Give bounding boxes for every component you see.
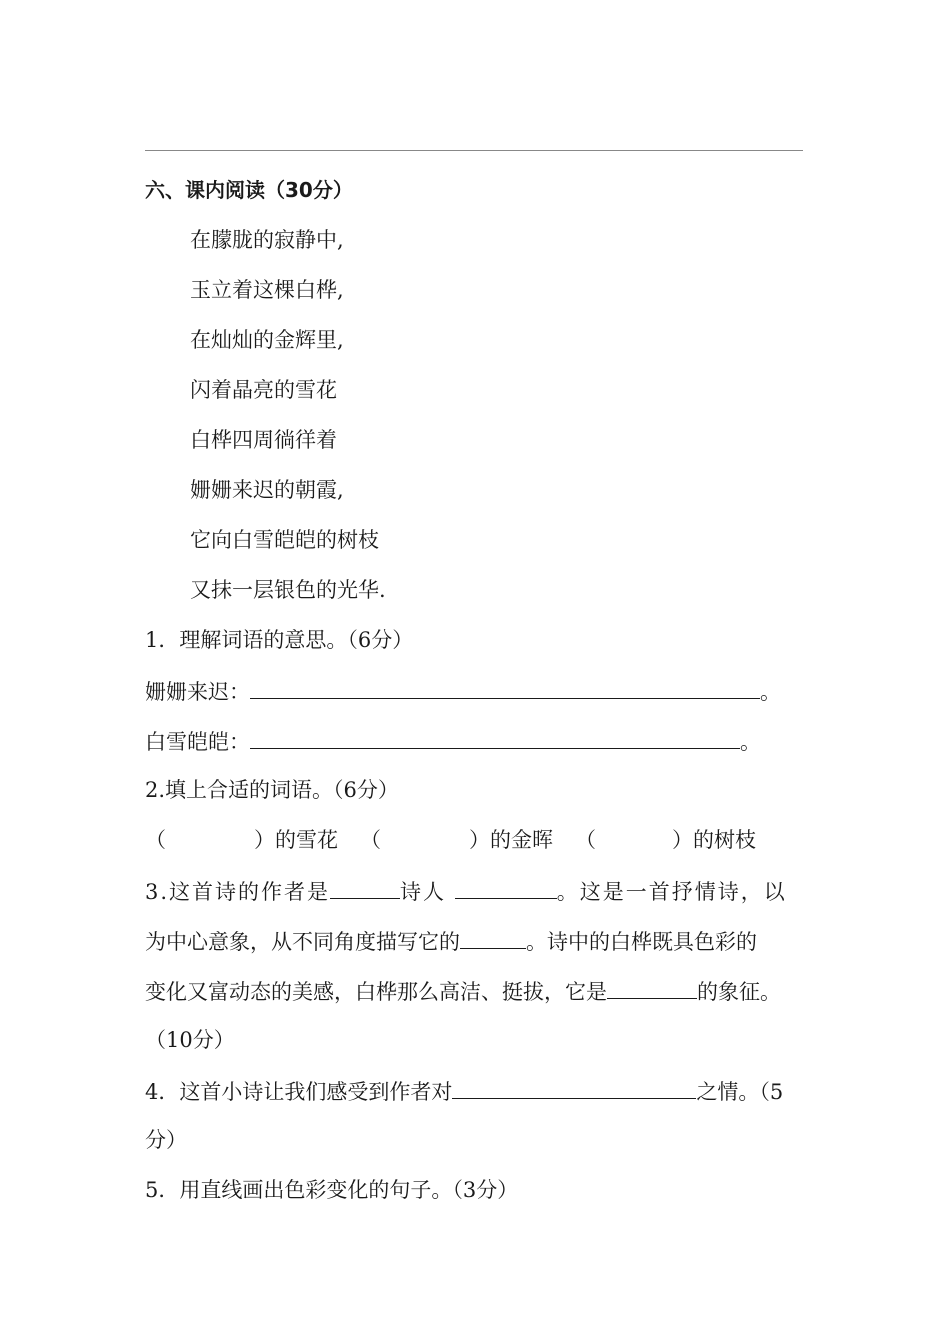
header-rule — [145, 150, 803, 151]
answer-blank-3b[interactable] — [455, 876, 557, 899]
question-4-line-2: 分） — [145, 1128, 187, 1152]
left-paren: （ — [360, 828, 381, 852]
section-title: 六、课内阅读（30分） — [145, 178, 353, 202]
left-paren: （ — [145, 828, 166, 852]
q3-text-3: 。这是一首抒情诗，以 — [556, 880, 787, 904]
q3-text-4: 为中心意象，从不同角度描写它的 — [145, 930, 460, 954]
question-3-line-3 — [145, 976, 781, 1006]
question-4-line-1 — [145, 1076, 783, 1106]
answer-blank-4[interactable] — [452, 1076, 696, 1099]
answer-blank-1b[interactable] — [250, 726, 740, 749]
question-3-score: （10分） — [145, 1028, 235, 1052]
question-1-b — [145, 726, 761, 756]
q3-text-1: 3.这首诗的作者是 — [145, 880, 331, 904]
period: 。 — [760, 680, 781, 704]
poem-line-5: 白桦四周徜徉着 — [190, 428, 337, 452]
item-text: 的雪花 — [275, 828, 338, 852]
poem-line-3: 在灿灿的金辉里, — [190, 328, 344, 352]
answer-blank-3d[interactable] — [607, 976, 697, 999]
q3-text-5: 。诗中的白桦既具色彩的 — [526, 930, 757, 954]
question-2-items — [145, 826, 756, 854]
poem-line-6: 姗姗来迟的朝霞, — [190, 478, 344, 502]
question-1-a — [145, 676, 781, 706]
period: 。 — [740, 730, 761, 754]
item-text: 的树枝 — [693, 828, 756, 852]
left-paren: （ — [575, 828, 596, 852]
q3-text-7: 的象征。 — [697, 980, 781, 1004]
poem-line-2: 玉立着这棵白桦, — [190, 278, 344, 302]
question-5-prompt: 5．用直线画出色彩变化的句子。（3分） — [145, 1178, 519, 1202]
question-2-prompt: 2.填上合适的词语。（6分） — [145, 778, 399, 802]
answer-blank-3c[interactable] — [460, 926, 526, 949]
right-paren: ） — [254, 828, 275, 852]
poem-line-8: 又抹一层银色的光华. — [190, 578, 386, 602]
item-text: 的金晖 — [490, 828, 553, 852]
question-3-line-1 — [145, 876, 787, 906]
q4-text-1: 4．这首小诗让我们感受到作者对 — [145, 1080, 453, 1104]
question-1-a-label: 姗姗来迟： — [145, 680, 250, 704]
question-3-line-2 — [145, 926, 757, 956]
poem-line-1: 在朦胧的寂静中, — [190, 228, 344, 252]
right-paren: ） — [672, 828, 693, 852]
question-1-b-label: 白雪皑皑： — [145, 730, 250, 754]
answer-blank-1a[interactable] — [250, 676, 760, 699]
right-paren: ） — [469, 828, 490, 852]
answer-blank-3a[interactable] — [330, 876, 400, 899]
poem-line-7: 它向白雪皑皑的树枝 — [190, 528, 379, 552]
poem-line-4: 闪着晶亮的雪花 — [190, 378, 337, 402]
q4-text-2: 之情。（5 — [696, 1080, 784, 1104]
question-1-prompt: 1．理解词语的意思。（6分） — [145, 628, 414, 652]
q3-text-6: 变化又富动态的美感，白桦那么高洁、挺拔，它是 — [145, 980, 607, 1004]
q3-text-2: 诗人 — [400, 880, 447, 904]
